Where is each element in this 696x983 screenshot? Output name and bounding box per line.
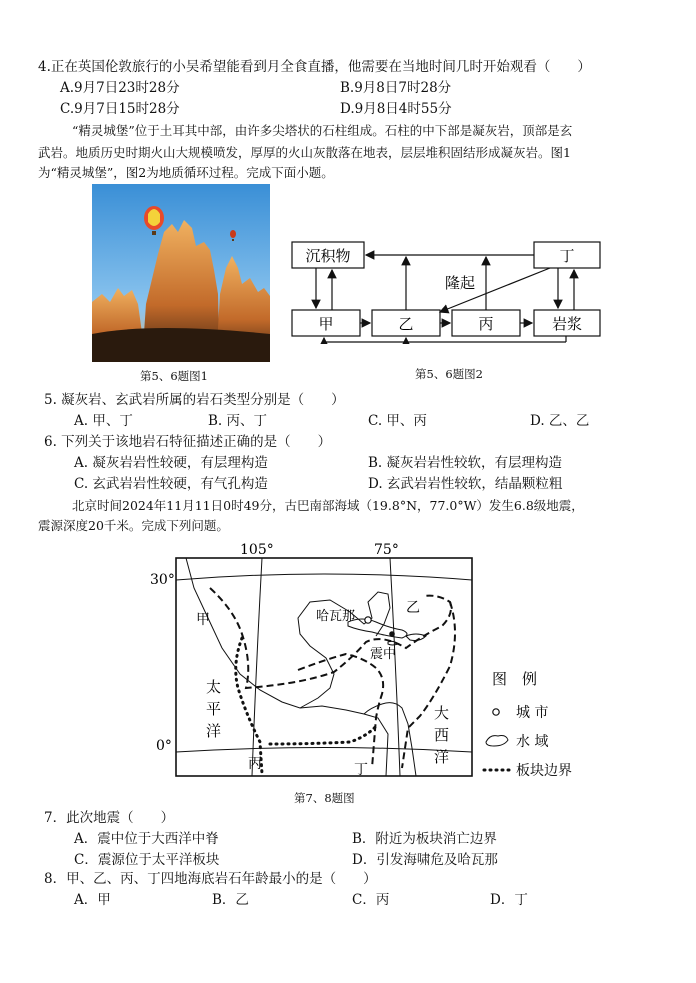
- island-cuba: [348, 619, 407, 638]
- q5-option-b: B. 丙、丁: [208, 413, 268, 429]
- q5-option-a: A. 甲、丁: [74, 413, 133, 429]
- passage1-line3: 为“精灵城堡”，图2为地质循环过程。完成下面小题。: [38, 165, 334, 180]
- island-hispaniola: [406, 634, 426, 641]
- label-lat-0: 0°: [156, 738, 172, 754]
- legend-city-label: 城 市: [516, 705, 549, 721]
- q8-option-b: B．乙: [212, 892, 249, 908]
- label-pacific-3: 洋: [206, 722, 222, 740]
- label-yi: 乙: [406, 600, 420, 616]
- q6-option-b: B. 凝灰岩岩性较软，有层理构造: [368, 455, 563, 471]
- label-yi: 乙: [398, 315, 414, 333]
- q6-option-a: A. 凝灰岩岩性较硬，有层理构造: [74, 455, 268, 471]
- legend-boundary-label: 板块边界: [516, 763, 572, 779]
- passage2-line1: 北京时间2024年11月11日0时49分，古巴南部海域（19.8°N，77.0°W）发生6.8级地震，: [72, 498, 584, 513]
- label-atlantic-3: 洋: [434, 748, 450, 766]
- divergent-boundary-galapagos: [270, 724, 378, 744]
- passage1-line2: 武岩。地质历史时期火山大规模喷发，厚厚的火山灰散落在地表，层层堆积固结形成凝灰岩。图1: [38, 145, 571, 160]
- q4-option-b: B.9月8日7时28分: [340, 80, 452, 96]
- label-uplift: 隆起: [444, 274, 476, 292]
- fig1-caption: 第5、6题图1: [140, 369, 208, 383]
- coastline-south-america: [364, 703, 416, 776]
- q7-option-c: C．震源位于太平洋板块: [74, 852, 220, 868]
- q7-option-b: B．附近为板块消亡边界: [352, 831, 497, 847]
- q4-stem: 4.正在英国伦敦旅行的小吴希望能看到月全食直播，他需要在当地时间几时开始观看（ ）: [38, 59, 591, 75]
- caribbean-map: [150, 538, 590, 792]
- label-lon-75: 75°: [374, 542, 399, 558]
- label-bing: 丙: [248, 756, 262, 772]
- legend-city-symbol: [493, 709, 499, 715]
- label-pacific-2: 平: [206, 700, 222, 718]
- fairy-chimneys-photo: [92, 184, 270, 362]
- q4-option-d: D.9月8日4时55分: [340, 101, 452, 117]
- meridian-105: [252, 558, 262, 776]
- label-lon-105: 105°: [240, 542, 274, 558]
- plate-boundary-caribbean-south: [298, 654, 383, 768]
- legend-water-label: 水 域: [516, 734, 549, 750]
- label-ding: 丁: [559, 247, 575, 265]
- legend-water-symbol: [486, 736, 508, 747]
- label-bing: 丙: [478, 315, 494, 333]
- q6-option-c: C. 玄武岩岩性较硬，有气孔构造: [74, 476, 268, 492]
- q7-stem: 7．此次地震（ ）: [44, 810, 175, 826]
- q8-option-d: D．丁: [490, 892, 528, 908]
- label-jia: 甲: [196, 612, 210, 628]
- label-lat-30: 30°: [150, 572, 175, 588]
- passage2-line2: 震源深度20千米。完成下列问题。: [38, 518, 229, 533]
- q6-stem: 6. 下列关于该地岩石特征描述正确的是（ ）: [44, 434, 332, 450]
- divergent-boundary-pacific: [236, 638, 262, 774]
- label-atlantic-1: 大: [434, 704, 450, 722]
- rock-cycle-diagram: [288, 236, 606, 348]
- fig2-caption: 第5、6题图2: [415, 367, 483, 381]
- parallel-0: [176, 748, 472, 753]
- passage1-line1: “精灵城堡”位于土耳其中部，由许多尖塔状的石柱组成。石柱的中下部是凝灰岩，顶部是玄: [72, 123, 573, 138]
- parallel-30: [176, 574, 472, 580]
- map-legend: [484, 670, 572, 779]
- meridian-75: [390, 558, 400, 776]
- label-ding: 丁: [354, 762, 368, 778]
- q5-option-d: D. 乙、乙: [530, 413, 590, 429]
- q8-option-c: C．丙: [352, 892, 390, 908]
- legend-title: 图 例: [492, 670, 538, 688]
- q4-option-a: A.9月7日23时28分: [60, 80, 180, 96]
- epicenter-marker: [389, 631, 395, 637]
- q8-option-a: A．甲: [74, 892, 111, 908]
- fig3-caption: 第7、8题图: [294, 791, 355, 805]
- q6-option-d: D. 玄武岩岩性较软，结晶颗粒粗: [368, 476, 563, 492]
- label-jia: 甲: [318, 315, 334, 333]
- q7-option-d: D．引发海啸危及哈瓦那: [352, 852, 498, 868]
- label-magma: 岩浆: [551, 315, 583, 333]
- label-sediment: 沉积物: [305, 247, 351, 265]
- q7-option-a: A．震中位于大西洋中脊: [74, 831, 219, 847]
- label-pacific-1: 太: [206, 678, 222, 696]
- label-havana: 哈瓦那: [316, 609, 356, 624]
- label-epicenter: 震中: [370, 647, 397, 662]
- q5-option-c: C. 甲、丙: [368, 413, 427, 429]
- q8-stem: 8．甲、乙、丙、丁四地海底岩石年龄最小的是（ ）: [44, 871, 377, 887]
- havana-city-marker: [365, 617, 371, 623]
- label-atlantic-2: 西: [434, 726, 450, 744]
- q5-stem: 5. 凝灰岩、玄武岩所属的岩石类型分别是（ ）: [44, 392, 345, 408]
- q4-option-c: C.9月7日15时28分: [60, 101, 180, 117]
